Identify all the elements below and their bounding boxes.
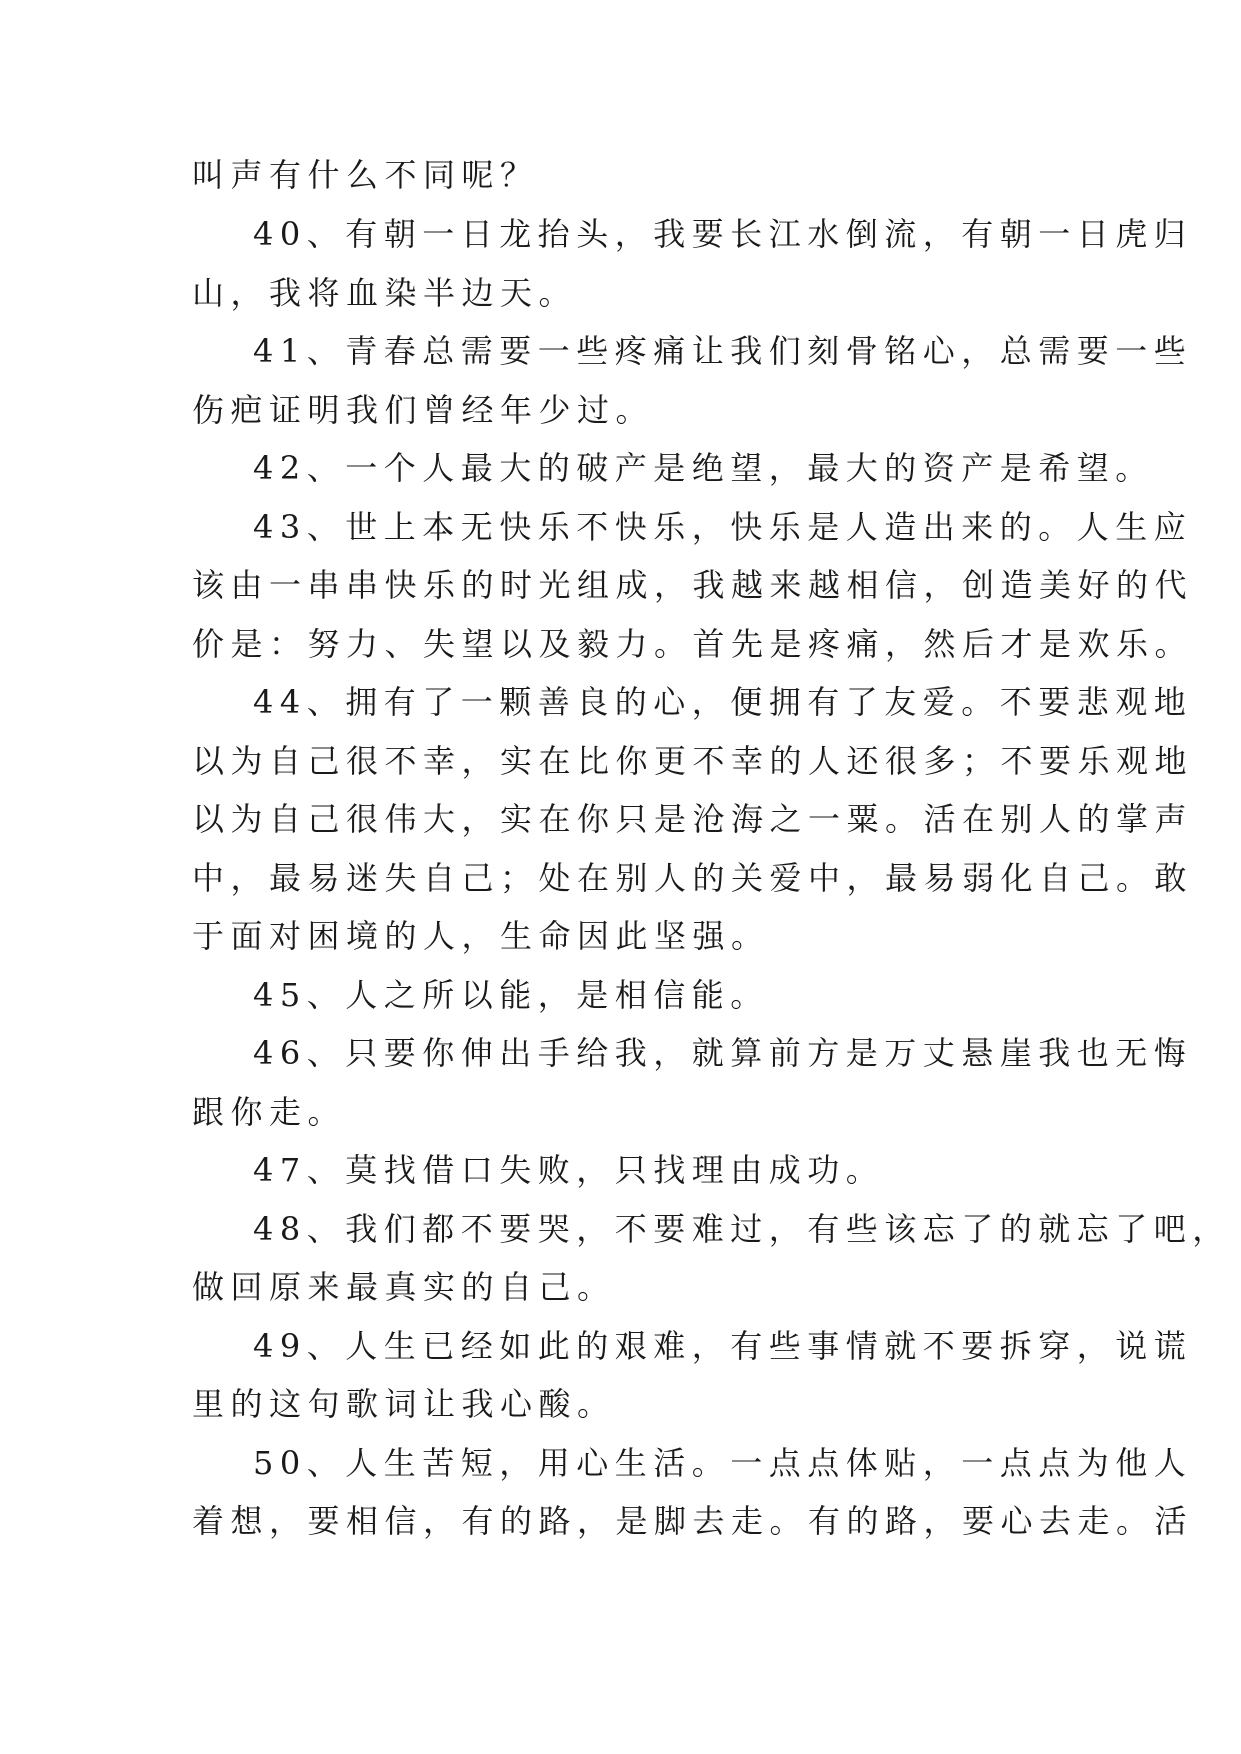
text-line: 山，我将血染半边天。 <box>192 274 578 312</box>
text-line: 以为自己很不幸，实在比你更不幸的人还很多；不要乐观地 <box>192 742 1194 780</box>
text-line: 41、青春总需要一些疼痛让我们刻骨铭心，总需要一些 <box>253 332 1193 370</box>
text-line: 里的这句歌词让我心酸。 <box>192 1385 616 1423</box>
text-line: 48、我们都不要哭，不要难过，有些该忘了的就忘了吧， <box>253 1210 1231 1248</box>
text-line: 做回原来最真实的自己。 <box>192 1268 616 1306</box>
text-line: 价是：努力、失望以及毅力。首先是疼痛，然后才是欢乐。 <box>192 625 1194 663</box>
text-line: 40、有朝一日龙抬头，我要长江水倒流，有朝一日虎归 <box>253 215 1193 253</box>
text-line: 44、拥有了一颗善良的心，便拥有了友爱。不要悲观地 <box>253 683 1193 721</box>
text-line: 46、只要你伸出手给我，就算前方是万丈悬崖我也无悔 <box>253 1034 1193 1072</box>
text-line: 49、人生已经如此的艰难，有些事情就不要拆穿，说谎 <box>253 1327 1193 1365</box>
text-line: 以为自己很伟大，实在你只是沧海之一粟。活在别人的掌声 <box>192 800 1194 838</box>
text-line: 中，最易迷失自己；处在别人的关爱中，最易弱化自己。敢 <box>192 859 1194 897</box>
text-line: 叫声有什么不同呢？ <box>192 156 539 194</box>
text-line: 50、人生苦短，用心生活。一点点体贴，一点点为他人 <box>253 1444 1193 1482</box>
text-line: 跟你走。 <box>192 1093 347 1131</box>
text-line: 着想，要相信，有的路，是脚去走。有的路，要心去走。活 <box>192 1502 1194 1540</box>
text-line: 该由一串串快乐的时光组成，我越来越相信，创造美好的代 <box>192 566 1194 604</box>
text-line: 43、世上本无快乐不快乐，快乐是人造出来的。人生应 <box>253 508 1193 546</box>
text-line: 42、一个人最大的破产是绝望，最大的资产是希望。 <box>253 449 1154 487</box>
text-line: 45、人之所以能，是相信能。 <box>253 976 769 1014</box>
text-line: 于面对困境的人，生命因此坚强。 <box>192 917 770 955</box>
text-line: 47、莫找借口失败，只找理由成功。 <box>253 1151 885 1189</box>
text-line: 伤疤证明我们曾经年少过。 <box>192 391 655 429</box>
